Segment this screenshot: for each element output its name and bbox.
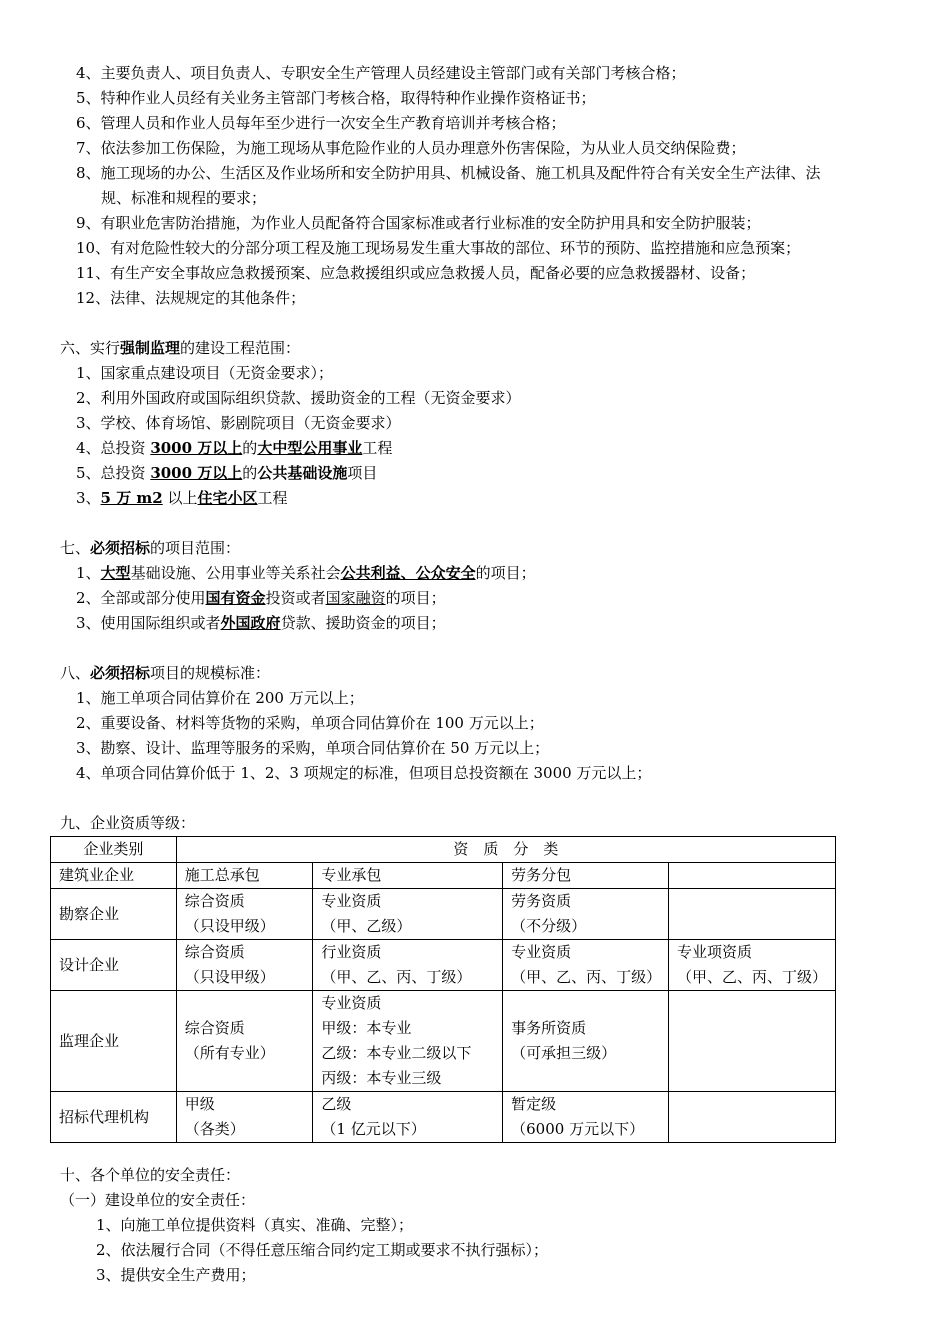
section-6-title: 六、实行强制监理的建设工程范围： <box>60 339 301 357</box>
table-cell: 专业资质 甲级：本专业 乙级：本专业二级以下 丙级：本专业三级 <box>313 991 503 1092</box>
table-cell: 监理企业 <box>51 991 177 1092</box>
section-10-item: 2、依法履行合同（不得任意压缩合同约定工期或要求不执行强标）； <box>96 1241 549 1259</box>
section-8-item: 3、勘察、设计、监理等服务的采购，单项合同估算价在 50 万元以上； <box>76 739 550 757</box>
table-cell: 行业资质 （甲、乙、丙、丁级） <box>313 940 503 991</box>
qualification-table <box>50 836 836 1143</box>
table-cell: 招标代理机构 <box>51 1092 177 1143</box>
list-item: 10、有对危险性较大的分部分项工程及施工现场易发生重大事故的部位、环节的预防、监控措施和应急预案； <box>76 239 801 257</box>
table-cell: 建筑业企业 <box>51 863 177 889</box>
section-8-title: 八、必须招标项目的规模标准： <box>60 664 271 682</box>
list-item: 5、特种作业人员经有关业务主管部门考核合格，取得特种作业操作资格证书； <box>76 89 596 107</box>
list-item: 8、施工现场的办公、生活区及作业场所和安全防护用具、机械设备、施工机具及配件符合有关安全生产法律、法 <box>76 164 821 182</box>
section-10-item: 3、提供安全生产费用； <box>96 1266 256 1284</box>
table-cell <box>669 863 836 889</box>
table-header-cell: 资 质 分 类 <box>176 837 835 863</box>
section-6-item: 1、国家重点建设项目（无资金要求）； <box>76 364 334 382</box>
section-6-item: 2、利用外国政府或国际组织贷款、援助资金的工程（无资金要求） <box>76 389 521 407</box>
section-6-item: 4、总投资 3000 万以上的大中型公用事业工程 <box>76 439 393 457</box>
section-7-item: 2、全部或部分使用国有资金投资或者国家融资的项目； <box>76 589 446 607</box>
section-6-item: 3、5 万 m2 以上住宅小区工程 <box>76 489 288 507</box>
section-8-item: 2、重要设备、材料等货物的采购，单项合同估算价在 100 万元以上； <box>76 714 544 732</box>
table-cell: 专业资质 （甲、乙级） <box>313 889 503 940</box>
table-cell: 甲级 （各类） <box>176 1092 313 1143</box>
section-8-item: 4、单项合同估算价低于 1、2、3 项规定的标准，但项目总投资额在 3000 万元以上； <box>76 764 652 782</box>
section-7-item: 1、大型基础设施、公用事业等关系社会公共利益、公众安全的项目； <box>76 564 536 582</box>
list-item: 4、主要负责人、项目负责人、专职安全生产管理人员经建设主管部门或有关部门考核合格； <box>76 64 686 82</box>
section-9-title: 九、企业资质等级： <box>60 814 196 832</box>
table-cell: 综合资质 （只设甲级） <box>176 940 313 991</box>
section-7-title: 七、必须招标的项目范围： <box>60 539 241 557</box>
table-row <box>51 991 836 1092</box>
section-6-item: 5、总投资 3000 万以上的公共基础设施项目 <box>76 464 378 482</box>
table-row <box>51 1092 836 1143</box>
table-header-cell: 企业类别 <box>51 837 177 863</box>
list-item: 7、依法参加工伤保险，为施工现场从事危险作业的人员办理意外伤害保险，为从业人员交纳保险费； <box>76 139 746 157</box>
table-cell: 设计企业 <box>51 940 177 991</box>
table-cell: 乙级 （1 亿元以下） <box>313 1092 503 1143</box>
table-cell <box>669 1092 836 1143</box>
table-row <box>51 863 836 889</box>
section-6-item: 3、学校、体育场馆、影剧院项目（无资金要求） <box>76 414 401 432</box>
table-cell: 综合资质 （所有专业） <box>176 991 313 1092</box>
section-7-item: 3、使用国际组织或者外国政府贷款、援助资金的项目； <box>76 614 446 632</box>
table-cell: 专业资质 （甲、乙、丙、丁级） <box>503 940 669 991</box>
table-cell: 暂定级 （6000 万元以下） <box>503 1092 669 1143</box>
table-cell: 劳务资质 （不分级） <box>503 889 669 940</box>
table-cell <box>669 991 836 1092</box>
section-8-item: 1、施工单项合同估算价在 200 万元以上； <box>76 689 364 707</box>
table-cell <box>669 889 836 940</box>
list-item-continuation: 规、标准和规程的要求； <box>101 189 267 207</box>
list-item: 6、管理人员和作业人员每年至少进行一次安全生产教育培训并考核合格； <box>76 114 566 132</box>
table-row <box>51 940 836 991</box>
section-10-subtitle: （一）建设单位的安全责任： <box>60 1191 256 1209</box>
table-cell: 综合资质 （只设甲级） <box>176 889 313 940</box>
table-cell: 事务所资质 （可承担三级） <box>503 991 669 1092</box>
table-cell: 专业承包 <box>313 863 503 889</box>
table-cell: 勘察企业 <box>51 889 177 940</box>
section-10-title: 十、各个单位的安全责任： <box>60 1166 241 1184</box>
table-cell: 劳务分包 <box>503 863 669 889</box>
table-header-row <box>51 837 836 863</box>
table-row <box>51 889 836 940</box>
section-10-item: 1、向施工单位提供资料（真实、准确、完整）； <box>96 1216 414 1234</box>
list-item: 9、有职业危害防治措施，为作业人员配备符合国家标准或者行业标准的安全防护用具和安全防护服装； <box>76 214 761 232</box>
table-cell: 施工总承包 <box>176 863 313 889</box>
table-cell: 专业项资质 （甲、乙、丙、丁级） <box>669 940 836 991</box>
list-item: 12、法律、法规规定的其他条件； <box>76 289 306 307</box>
list-item: 11、有生产安全事故应急救援预案、应急救援组织或应急救援人员，配备必要的应急救援器材、设备； <box>76 264 756 282</box>
